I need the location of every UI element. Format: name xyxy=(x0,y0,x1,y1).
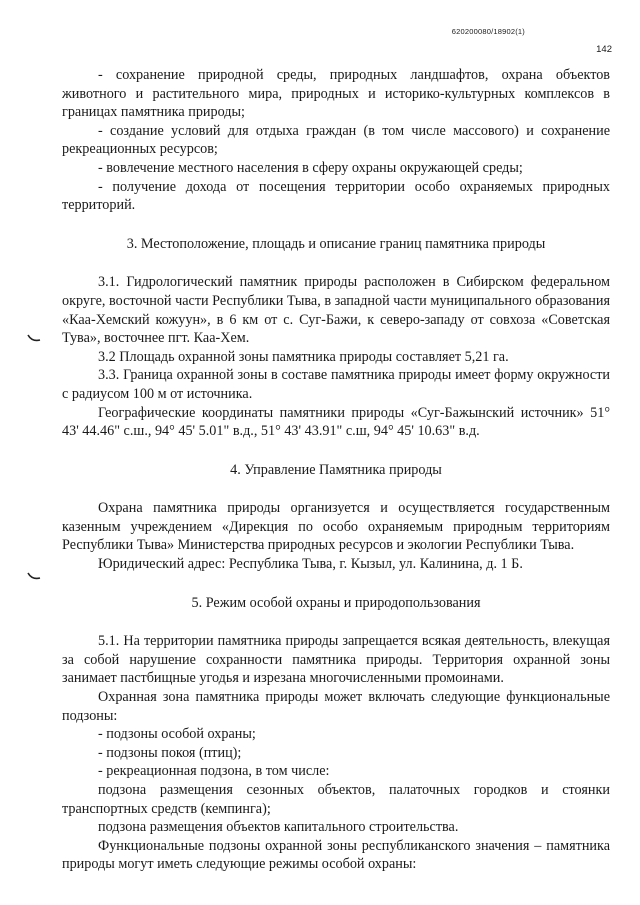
intro-item: - создание условий для отдыха граждан (в том числе массового) и сохранение рекреационных ресурсов; xyxy=(62,122,610,158)
section-heading-5: 5. Режим особой охраны и природопользования xyxy=(191,594,481,611)
intro-item: - вовлечение местного населения в сферу охраны окружающей среды; xyxy=(98,159,523,176)
section5-paragraph-camping: подзона размещения сезонных объектов, палаточных городков и стоянки транспортных средств (кемпинга); xyxy=(62,782,610,817)
document-id: 620200080/18902(1) xyxy=(451,27,525,36)
section3-paragraph-location: 3.1. Гидрологический памятник природы расположен в Сибирском федеральном округе, восточной части Республики Тыва, в западной части муниципального образования «Каа-Хемский кожуун», в 6 км от с. Суг-Бажи, к северо-западу от совхоза «Советская Тува», восточнее пгт. Каа-Хем. xyxy=(62,274,610,347)
section5-paragraph-prohibition: 5.1. На территории памятника природы запрещается всякая деятельность, влекущая за собой нарушение сохранности памятника природы. Территория охранной зоны занимает пастбищные угодья и изрезана многочисленными промоинами. xyxy=(62,633,610,687)
section4-paragraph-address: Юридический адрес: Республика Тыва, г. Кызыл, ул. Калинина, д. 1 Б. xyxy=(98,556,523,573)
section5-paragraph-regimes: Функциональные подзоны охранной зоны республиканского значения – памятника природы могут иметь следующие режимы особой охраны: xyxy=(62,837,610,873)
section5-paragraph-construction: подзона размещения объектов капитального строительства. xyxy=(98,819,459,836)
section4-paragraph-management: Охрана памятника природы организуется и осуществляется государственным казенным учреждением «Дирекция по особо охраняемым природным территориям Республики Тыва» Министерства природных ресурсов и экологии Республики Тыва. xyxy=(62,500,610,554)
section5-paragraph-subzones: Охранная зона памятника природы может включать следующие функциональные подзоны: xyxy=(62,689,610,724)
page-number: 142 xyxy=(596,44,612,55)
intro-item: - получение дохода от посещения территории особо охраняемых природных территорий. xyxy=(62,178,610,214)
subzone-list-item: - рекреационная подзона, в том числе: xyxy=(98,763,330,780)
section3-paragraph-boundary: 3.3. Граница охранной зоны в составе памятника природы имеет форму окружности с радиусом 100 м от источника. xyxy=(62,367,610,402)
section3-paragraph-area: 3.2 Площадь охранной зоны памятника природы составляет 5,21 га. xyxy=(98,348,509,365)
intro-item: - сохранение природной среды, природных ландшафтов, охрана объектов животного и растительного мира, природных и историко-культурных комплексов в границах памятника природы; xyxy=(62,67,610,121)
binding-mark-lower xyxy=(27,571,41,581)
document-body xyxy=(62,66,610,874)
section-heading-4: 4. Управление Памятника природы xyxy=(230,461,442,478)
subzone-list-item: - подзоны покоя (птиц); xyxy=(98,744,242,761)
section-heading-3: 3. Местоположение, площадь и описание границ памятника природы xyxy=(126,235,546,252)
section3-paragraph-coordinates: Географические координаты памятники природы «Суг-Бажынский источник» 51° 43' 44.46" с.ш., 94° 45' 5.01" в.д., 51° 43' 43.91" с.ш, 94° 45' 10.63" в.д. xyxy=(62,404,610,440)
subzone-list-item: - подзоны особой охраны; xyxy=(98,726,256,743)
binding-mark-upper xyxy=(27,333,41,343)
